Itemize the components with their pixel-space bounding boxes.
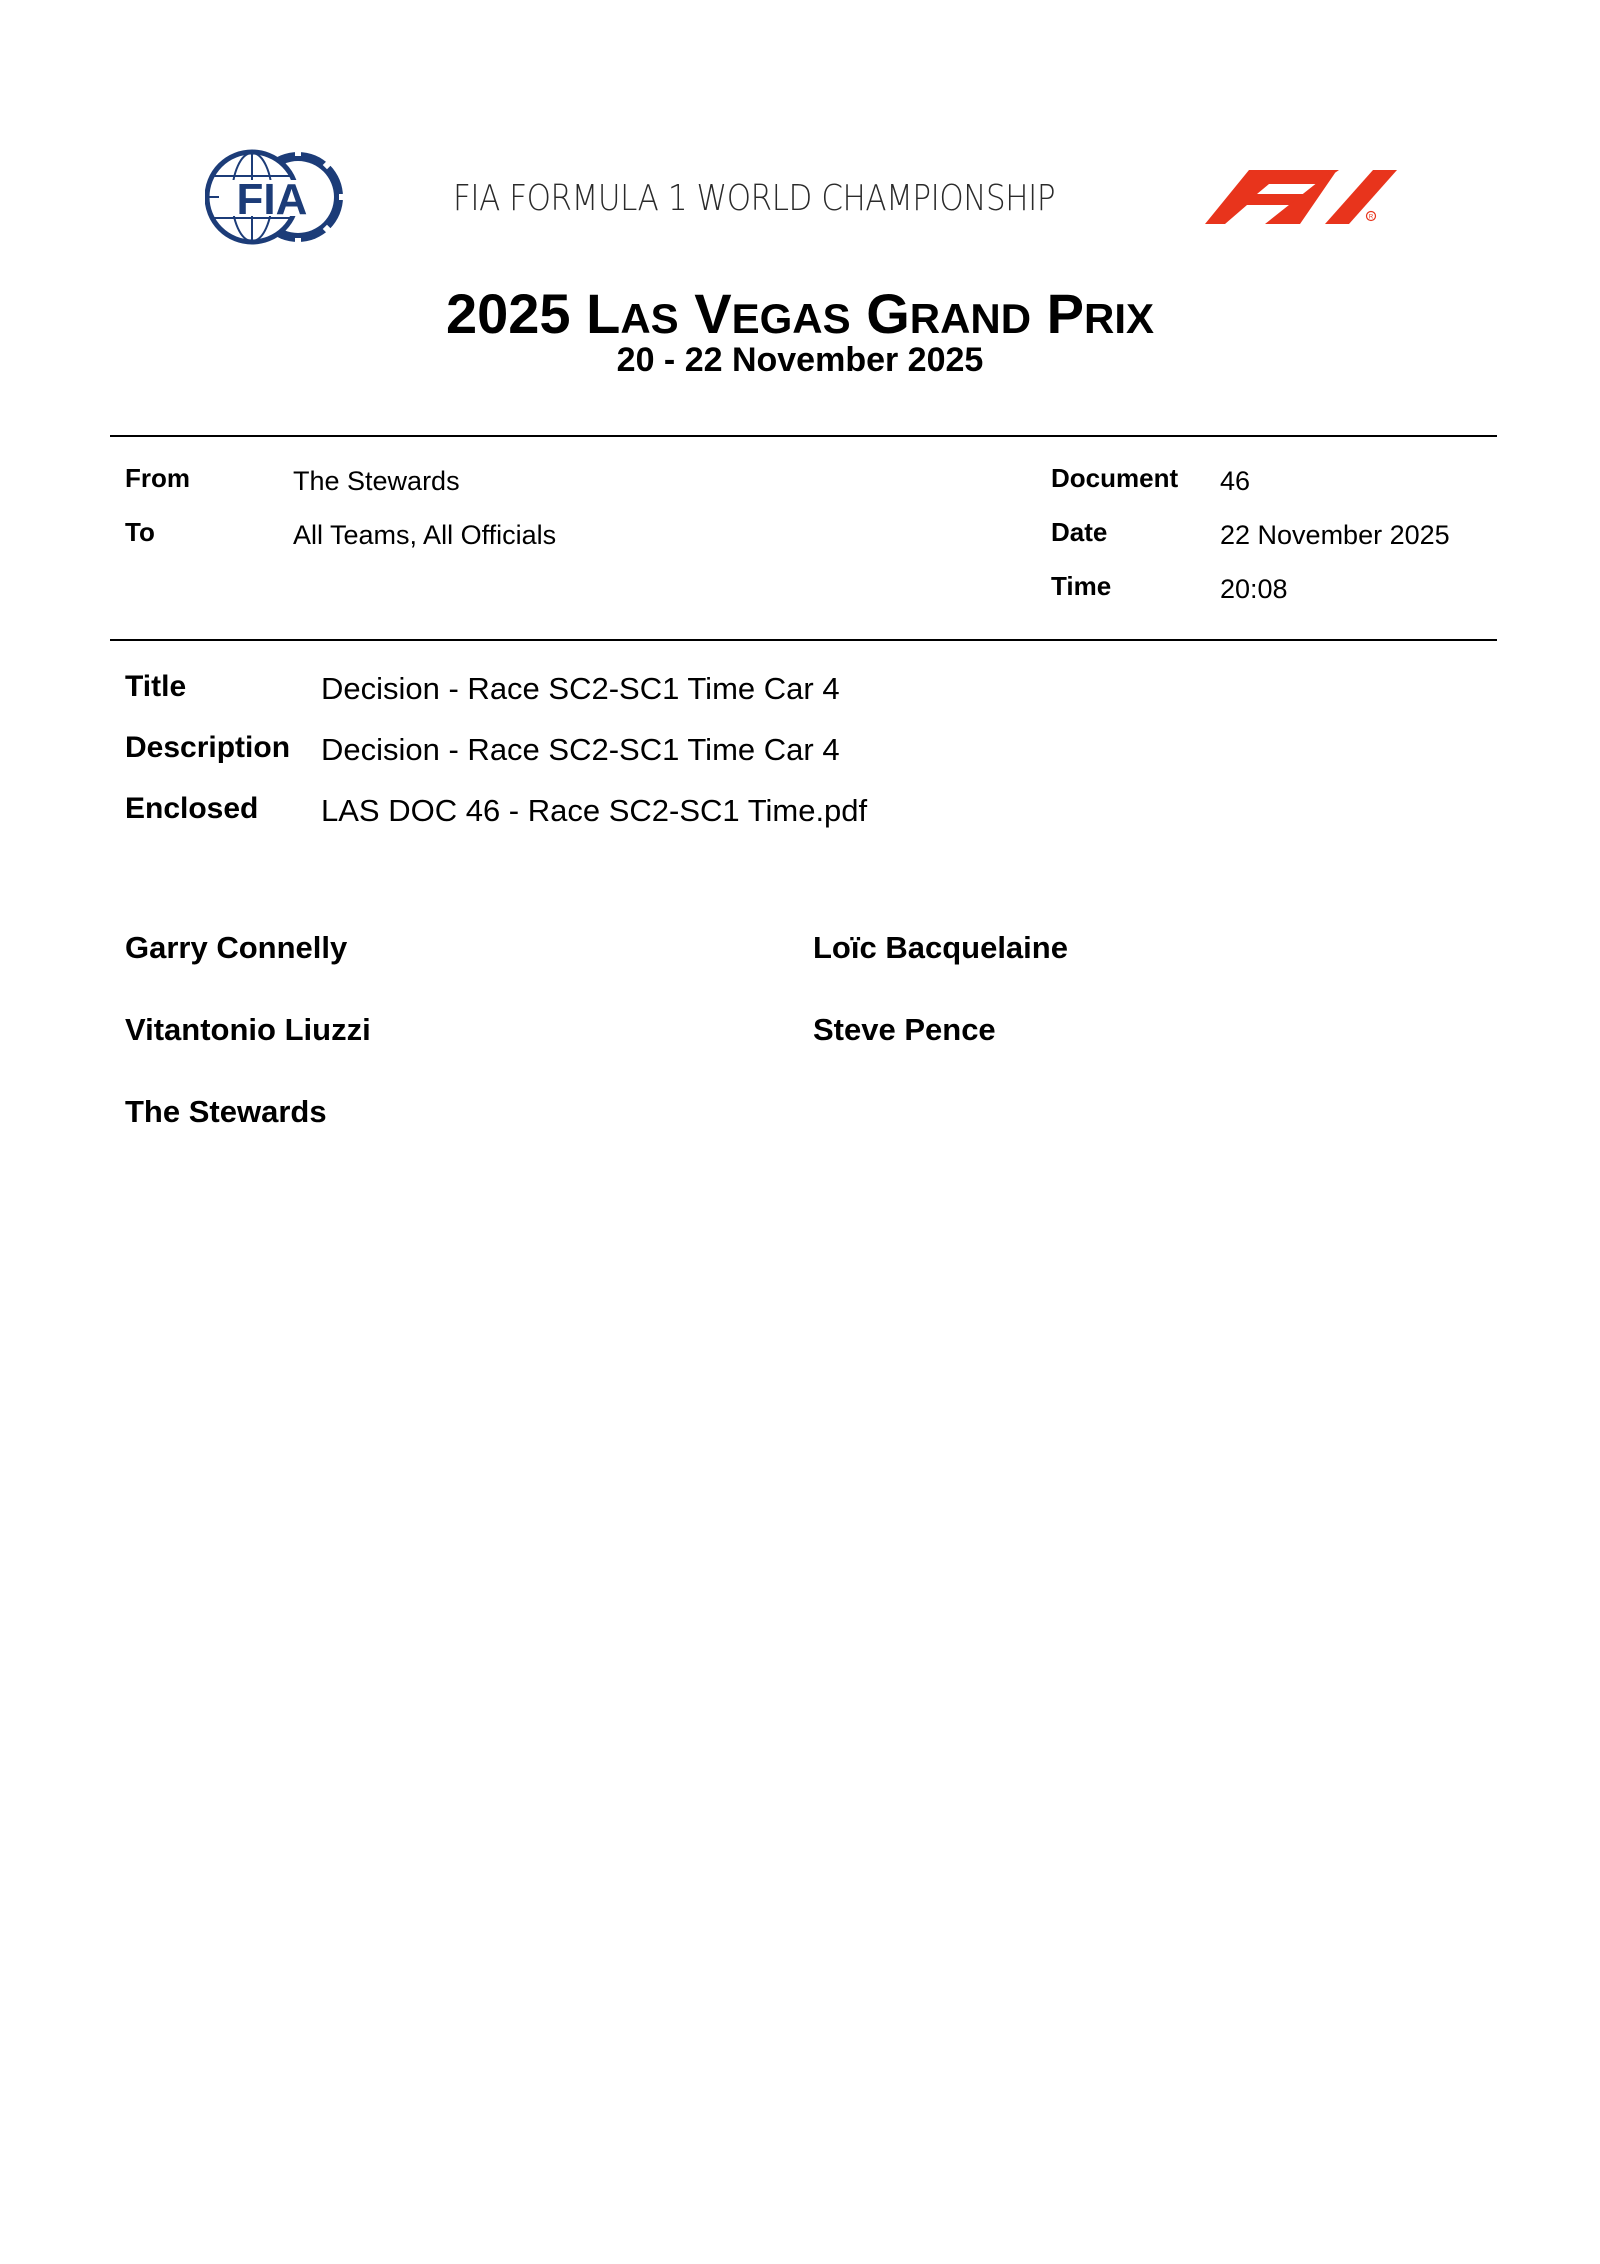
event-name-word (1047, 282, 1154, 345)
to-label: To (125, 517, 155, 547)
event-name-rest: RAND (909, 295, 1032, 342)
event-name-word (866, 282, 1031, 345)
event-name-rest: AS (620, 295, 679, 342)
event-name-rest: EGAS (731, 295, 851, 342)
enclosed-label: Enclosed (125, 792, 259, 825)
enclosed-attachment: LAS DOC 46 - Race SC2-SC1 Time.pdf (321, 793, 868, 828)
stewards-signoff: The Stewards (125, 1094, 327, 1129)
event-dates: 20 - 22 November 2025 (616, 341, 984, 379)
time-value: 20:08 (1220, 574, 1288, 604)
document-label: Document (1051, 463, 1179, 493)
svg-text:R: R (1368, 214, 1374, 221)
document-value: 46 (1220, 466, 1251, 496)
event-name-cap: G (866, 282, 910, 345)
description-value: Decision - Race SC2-SC1 Time Car 4 (321, 732, 840, 767)
description-label: Description (125, 731, 291, 764)
from-value: The Stewards (293, 466, 460, 496)
time-label: Time (1051, 571, 1112, 601)
event-name-rest: RIX (1084, 295, 1155, 342)
to-value: All Teams, All Officials (293, 520, 557, 550)
event-name-cap: P (1046, 282, 1085, 345)
steward-name: Vitantonio Liuzzi (125, 1012, 371, 1047)
from-label: From (125, 463, 190, 493)
title-value: Decision - Race SC2-SC1 Time Car 4 (321, 671, 840, 706)
event-name-cap: V (694, 282, 732, 345)
steward-name: Steve Pence (813, 1012, 996, 1047)
event-year: 2025 (445, 282, 571, 345)
event-name-cap: L (586, 282, 621, 345)
date-value: 22 November 2025 (1220, 520, 1450, 550)
svg-text:FIA: FIA (236, 175, 308, 224)
fia-logo (205, 148, 345, 246)
steward-name: Loïc Bacquelaine (813, 930, 1068, 965)
event-name-word (694, 282, 850, 345)
steward-name: Garry Connelly (125, 930, 348, 965)
date-label: Date (1051, 517, 1108, 547)
top-divider (110, 435, 1497, 437)
event-name-word (586, 282, 679, 345)
championship-title: FIA FORMULA 1 WORLD CHAMPIONSHIP (453, 178, 1056, 219)
f1-logo (1205, 170, 1400, 224)
bottom-divider (110, 639, 1497, 641)
title-label: Title (125, 670, 187, 703)
